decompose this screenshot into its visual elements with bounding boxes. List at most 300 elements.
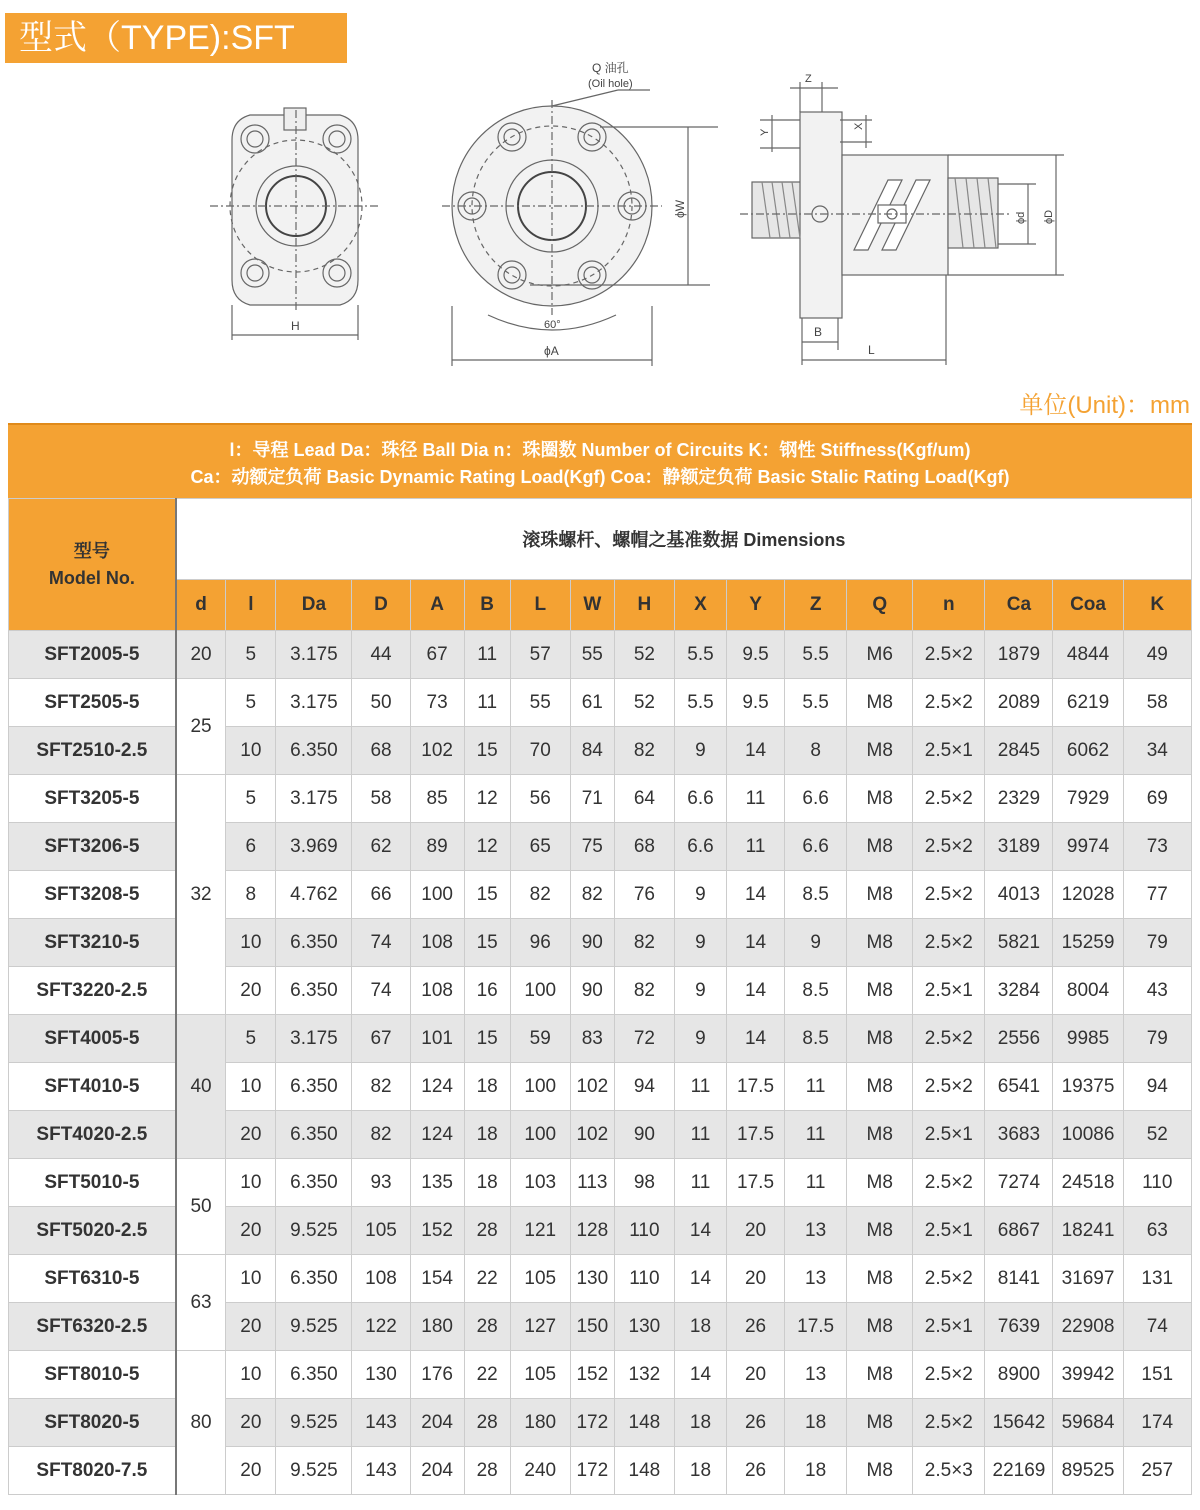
data-cell-q: M8 xyxy=(847,1351,913,1399)
data-cell-coa: 12028 xyxy=(1053,871,1123,919)
data-cell-w: 90 xyxy=(570,967,614,1015)
d-cell: 50 xyxy=(176,1159,226,1255)
data-cell-ca: 2845 xyxy=(985,727,1053,775)
data-cell-b: 28 xyxy=(464,1447,510,1495)
data-cell-z: 9 xyxy=(785,919,847,967)
data-cell-da: 3.969 xyxy=(276,823,352,871)
data-cell-w: 172 xyxy=(570,1447,614,1495)
d-cell: 80 xyxy=(176,1351,226,1495)
data-cell-x: 9 xyxy=(674,967,726,1015)
label-l: L xyxy=(868,343,875,357)
data-cell-k: 73 xyxy=(1123,823,1191,871)
data-cell-k: 151 xyxy=(1123,1351,1191,1399)
table-row xyxy=(9,775,1192,823)
table-row xyxy=(9,631,1192,679)
data-cell-l: 10 xyxy=(226,1255,276,1303)
d-cell: 32 xyxy=(176,775,226,1015)
data-cell-l: 6 xyxy=(226,823,276,871)
data-cell-d: 74 xyxy=(352,967,410,1015)
data-cell-h: 68 xyxy=(614,823,674,871)
data-cell-a: 67 xyxy=(410,631,464,679)
data-cell-n: 2.5×2 xyxy=(913,775,985,823)
column-header-k: K xyxy=(1123,580,1191,631)
data-cell-q: M8 xyxy=(847,1399,913,1447)
data-cell-x: 9 xyxy=(674,919,726,967)
data-cell-coa: 15259 xyxy=(1053,919,1123,967)
spec-table xyxy=(8,498,1192,1495)
data-cell-l: 96 xyxy=(510,919,570,967)
data-cell-n: 2.5×1 xyxy=(913,967,985,1015)
model-cell: SFT2005-5 xyxy=(9,631,176,679)
data-cell-k: 58 xyxy=(1123,679,1191,727)
data-cell-d: 68 xyxy=(352,727,410,775)
data-cell-l: 10 xyxy=(226,1063,276,1111)
data-cell-coa: 6219 xyxy=(1053,679,1123,727)
data-cell-ca: 3189 xyxy=(985,823,1053,871)
data-cell-d: 122 xyxy=(352,1303,410,1351)
data-cell-l: 82 xyxy=(510,871,570,919)
data-cell-ca: 3284 xyxy=(985,967,1053,1015)
column-header-n: n xyxy=(913,580,985,631)
data-cell-b: 15 xyxy=(464,1015,510,1063)
data-cell-x: 6.6 xyxy=(674,775,726,823)
data-cell-l: 5 xyxy=(226,1015,276,1063)
data-cell-h: 82 xyxy=(614,919,674,967)
data-cell-coa: 24518 xyxy=(1053,1159,1123,1207)
model-header-en: Model No. xyxy=(48,567,135,588)
model-cell: SFT3206-5 xyxy=(9,823,176,871)
data-cell-w: 128 xyxy=(570,1207,614,1255)
data-cell-n: 2.5×2 xyxy=(913,679,985,727)
data-cell-l: 65 xyxy=(510,823,570,871)
data-cell-coa: 39942 xyxy=(1053,1351,1123,1399)
data-cell-h: 82 xyxy=(614,967,674,1015)
data-cell-h: 148 xyxy=(614,1399,674,1447)
data-cell-l: 20 xyxy=(226,967,276,1015)
data-cell-b: 12 xyxy=(464,823,510,871)
data-cell-q: M8 xyxy=(847,1303,913,1351)
label-d: ϕd xyxy=(1015,211,1027,224)
model-cell: SFT5010-5 xyxy=(9,1159,176,1207)
data-cell-w: 61 xyxy=(570,679,614,727)
d-cell: 40 xyxy=(176,1015,226,1159)
table-row xyxy=(9,1159,1192,1207)
data-cell-q: M8 xyxy=(847,679,913,727)
data-cell-l: 105 xyxy=(510,1255,570,1303)
data-cell-w: 150 xyxy=(570,1303,614,1351)
data-cell-n: 2.5×1 xyxy=(913,1207,985,1255)
data-cell-h: 52 xyxy=(614,631,674,679)
data-cell-l: 100 xyxy=(510,1063,570,1111)
data-cell-q: M8 xyxy=(847,1207,913,1255)
data-cell-y: 17.5 xyxy=(727,1063,785,1111)
data-cell-a: 108 xyxy=(410,919,464,967)
data-cell-b: 11 xyxy=(464,631,510,679)
model-header xyxy=(9,499,176,631)
data-cell-k: 79 xyxy=(1123,1015,1191,1063)
data-cell-x: 6.6 xyxy=(674,823,726,871)
model-cell: SFT3220-2.5 xyxy=(9,967,176,1015)
data-cell-w: 83 xyxy=(570,1015,614,1063)
data-cell-n: 2.5×1 xyxy=(913,1111,985,1159)
table-row xyxy=(9,1015,1192,1063)
data-cell-d: 82 xyxy=(352,1111,410,1159)
data-cell-y: 11 xyxy=(727,775,785,823)
data-cell-ca: 8900 xyxy=(985,1351,1053,1399)
data-cell-k: 94 xyxy=(1123,1063,1191,1111)
data-cell-d: 105 xyxy=(352,1207,410,1255)
data-cell-z: 8.5 xyxy=(785,871,847,919)
data-cell-l: 10 xyxy=(226,727,276,775)
data-cell-k: 79 xyxy=(1123,919,1191,967)
data-cell-coa: 59684 xyxy=(1053,1399,1123,1447)
data-cell-y: 14 xyxy=(727,967,785,1015)
column-header-l: L xyxy=(510,580,570,631)
legend-bar xyxy=(8,423,1192,498)
data-cell-b: 11 xyxy=(464,679,510,727)
data-cell-b: 18 xyxy=(464,1111,510,1159)
data-cell-w: 172 xyxy=(570,1399,614,1447)
data-cell-ca: 7639 xyxy=(985,1303,1053,1351)
model-cell: SFT5020-2.5 xyxy=(9,1207,176,1255)
data-cell-z: 6.6 xyxy=(785,823,847,871)
data-cell-coa: 7929 xyxy=(1053,775,1123,823)
data-cell-h: 110 xyxy=(614,1207,674,1255)
data-cell-ca: 2556 xyxy=(985,1015,1053,1063)
data-cell-z: 5.5 xyxy=(785,631,847,679)
data-cell-l: 100 xyxy=(510,967,570,1015)
data-cell-n: 2.5×2 xyxy=(913,1159,985,1207)
data-cell-d: 44 xyxy=(352,631,410,679)
data-cell-l: 56 xyxy=(510,775,570,823)
data-cell-q: M8 xyxy=(847,1255,913,1303)
data-cell-h: 98 xyxy=(614,1159,674,1207)
column-header-h: H xyxy=(614,580,674,631)
data-cell-ca: 2089 xyxy=(985,679,1053,727)
label-angle: 60° xyxy=(544,319,561,331)
data-cell-d: 62 xyxy=(352,823,410,871)
data-cell-w: 55 xyxy=(570,631,614,679)
label-w: ϕW xyxy=(673,199,687,218)
data-cell-a: 204 xyxy=(410,1447,464,1495)
data-cell-b: 28 xyxy=(464,1207,510,1255)
data-cell-ca: 15642 xyxy=(985,1399,1053,1447)
data-cell-k: 69 xyxy=(1123,775,1191,823)
data-cell-y: 17.5 xyxy=(727,1111,785,1159)
table-row xyxy=(9,679,1192,727)
data-cell-y: 26 xyxy=(727,1447,785,1495)
data-cell-a: 152 xyxy=(410,1207,464,1255)
data-cell-a: 204 xyxy=(410,1399,464,1447)
data-cell-x: 5.5 xyxy=(674,631,726,679)
technical-drawings xyxy=(0,60,1200,380)
data-cell-q: M8 xyxy=(847,823,913,871)
label-x: X xyxy=(853,122,865,130)
data-cell-z: 5.5 xyxy=(785,679,847,727)
data-cell-k: 77 xyxy=(1123,871,1191,919)
data-cell-b: 15 xyxy=(464,919,510,967)
data-cell-l: 55 xyxy=(510,679,570,727)
column-header-da: Da xyxy=(276,580,352,631)
d-cell: 25 xyxy=(176,679,226,775)
data-cell-l: 103 xyxy=(510,1159,570,1207)
data-cell-q: M8 xyxy=(847,871,913,919)
model-cell: SFT8010-5 xyxy=(9,1351,176,1399)
data-cell-coa: 31697 xyxy=(1053,1255,1123,1303)
model-cell: SFT4020-2.5 xyxy=(9,1111,176,1159)
model-cell: SFT8020-5 xyxy=(9,1399,176,1447)
data-cell-h: 76 xyxy=(614,871,674,919)
data-cell-d: 143 xyxy=(352,1447,410,1495)
data-cell-x: 9 xyxy=(674,1015,726,1063)
data-cell-k: 131 xyxy=(1123,1255,1191,1303)
column-header-row xyxy=(9,580,1192,631)
data-cell-a: 135 xyxy=(410,1159,464,1207)
data-cell-h: 82 xyxy=(614,727,674,775)
model-cell: SFT3208-5 xyxy=(9,871,176,919)
data-cell-coa: 19375 xyxy=(1053,1063,1123,1111)
data-cell-d: 93 xyxy=(352,1159,410,1207)
column-header-d: d xyxy=(176,580,226,631)
label-y: Y xyxy=(759,128,771,136)
data-cell-ca: 7274 xyxy=(985,1159,1053,1207)
data-cell-w: 102 xyxy=(570,1063,614,1111)
spec-body xyxy=(9,631,1192,1495)
data-cell-da: 6.350 xyxy=(276,1351,352,1399)
data-cell-a: 180 xyxy=(410,1303,464,1351)
data-cell-z: 17.5 xyxy=(785,1303,847,1351)
model-cell: SFT2505-5 xyxy=(9,679,176,727)
data-cell-coa: 10086 xyxy=(1053,1111,1123,1159)
oil-hole-label: Q 油孔 xyxy=(592,61,629,75)
data-cell-l: 10 xyxy=(226,1159,276,1207)
data-cell-q: M8 xyxy=(847,1159,913,1207)
data-cell-a: 101 xyxy=(410,1015,464,1063)
column-header-q: Q xyxy=(847,580,913,631)
table-row xyxy=(9,1351,1192,1399)
data-cell-k: 34 xyxy=(1123,727,1191,775)
data-cell-x: 14 xyxy=(674,1351,726,1399)
data-cell-q: M8 xyxy=(847,775,913,823)
column-header-w: W xyxy=(570,580,614,631)
data-cell-l: 20 xyxy=(226,1447,276,1495)
data-cell-w: 152 xyxy=(570,1351,614,1399)
data-cell-y: 20 xyxy=(727,1351,785,1399)
data-cell-l: 180 xyxy=(510,1399,570,1447)
round-flange-view xyxy=(442,60,718,366)
model-cell: SFT6320-2.5 xyxy=(9,1303,176,1351)
data-cell-q: M8 xyxy=(847,1063,913,1111)
data-cell-h: 52 xyxy=(614,679,674,727)
data-cell-d: 74 xyxy=(352,919,410,967)
data-cell-n: 2.5×2 xyxy=(913,1063,985,1111)
data-cell-w: 84 xyxy=(570,727,614,775)
data-cell-da: 9.525 xyxy=(276,1399,352,1447)
data-cell-z: 13 xyxy=(785,1351,847,1399)
model-cell: SFT4005-5 xyxy=(9,1015,176,1063)
data-cell-h: 110 xyxy=(614,1255,674,1303)
data-cell-d: 82 xyxy=(352,1063,410,1111)
data-cell-b: 22 xyxy=(464,1351,510,1399)
data-cell-l: 5 xyxy=(226,631,276,679)
data-cell-y: 14 xyxy=(727,871,785,919)
data-cell-x: 9 xyxy=(674,871,726,919)
data-cell-a: 176 xyxy=(410,1351,464,1399)
data-cell-da: 3.175 xyxy=(276,631,352,679)
data-cell-q: M8 xyxy=(847,1111,913,1159)
column-header-a: A xyxy=(410,580,464,631)
data-cell-da: 9.525 xyxy=(276,1447,352,1495)
data-cell-k: 63 xyxy=(1123,1207,1191,1255)
flange-front-view xyxy=(210,108,378,340)
data-cell-da: 3.175 xyxy=(276,679,352,727)
column-header-z: Z xyxy=(785,580,847,631)
column-header-b: B xyxy=(464,580,510,631)
data-cell-da: 3.175 xyxy=(276,775,352,823)
data-cell-da: 6.350 xyxy=(276,1063,352,1111)
model-cell: SFT6310-5 xyxy=(9,1255,176,1303)
data-cell-l: 127 xyxy=(510,1303,570,1351)
unit-label: 单位(Unit)：mm xyxy=(1019,392,1190,419)
data-cell-x: 11 xyxy=(674,1111,726,1159)
data-cell-y: 14 xyxy=(727,919,785,967)
data-cell-z: 6.6 xyxy=(785,775,847,823)
data-cell-a: 124 xyxy=(410,1063,464,1111)
data-cell-coa: 18241 xyxy=(1053,1207,1123,1255)
data-cell-y: 20 xyxy=(727,1207,785,1255)
data-cell-b: 12 xyxy=(464,775,510,823)
data-cell-y: 11 xyxy=(727,823,785,871)
data-cell-k: 43 xyxy=(1123,967,1191,1015)
data-cell-z: 13 xyxy=(785,1255,847,1303)
data-cell-d: 108 xyxy=(352,1255,410,1303)
data-cell-z: 13 xyxy=(785,1207,847,1255)
model-cell: SFT4010-5 xyxy=(9,1063,176,1111)
data-cell-z: 8.5 xyxy=(785,1015,847,1063)
data-cell-b: 16 xyxy=(464,967,510,1015)
data-cell-da: 3.175 xyxy=(276,1015,352,1063)
data-cell-a: 100 xyxy=(410,871,464,919)
column-header-y: Y xyxy=(727,580,785,631)
data-cell-y: 9.5 xyxy=(727,631,785,679)
data-cell-n: 2.5×1 xyxy=(913,727,985,775)
label-a: ϕA xyxy=(544,344,559,358)
data-cell-w: 90 xyxy=(570,919,614,967)
oil-hole-label-en: (Oil hole) xyxy=(588,78,633,90)
data-cell-k: 74 xyxy=(1123,1303,1191,1351)
data-cell-l: 240 xyxy=(510,1447,570,1495)
data-cell-l: 20 xyxy=(226,1303,276,1351)
model-cell: SFT3205-5 xyxy=(9,775,176,823)
data-cell-z: 8.5 xyxy=(785,967,847,1015)
model-header-cn: 型号 xyxy=(73,540,110,561)
legend-line-2: Ca：动额定负荷 Basic Dynamic Rating Load(Kgf) Coa：静额定负荷 Basic Stalic Rating Load(Kgf) xyxy=(190,467,1010,487)
label-h: H xyxy=(291,319,300,333)
data-cell-da: 6.350 xyxy=(276,919,352,967)
data-cell-ca: 6541 xyxy=(985,1063,1053,1111)
data-cell-da: 6.350 xyxy=(276,727,352,775)
data-cell-z: 11 xyxy=(785,1063,847,1111)
data-cell-h: 130 xyxy=(614,1303,674,1351)
data-cell-q: M8 xyxy=(847,727,913,775)
data-cell-n: 2.5×2 xyxy=(913,919,985,967)
data-cell-y: 26 xyxy=(727,1303,785,1351)
d-cell: 63 xyxy=(176,1255,226,1351)
data-cell-ca: 1879 xyxy=(985,631,1053,679)
data-cell-z: 11 xyxy=(785,1159,847,1207)
data-cell-b: 18 xyxy=(464,1159,510,1207)
data-cell-d: 66 xyxy=(352,871,410,919)
data-cell-n: 2.5×3 xyxy=(913,1447,985,1495)
data-cell-l: 10 xyxy=(226,1351,276,1399)
data-cell-coa: 4844 xyxy=(1053,631,1123,679)
column-header-d: D xyxy=(352,580,410,631)
data-cell-b: 28 xyxy=(464,1399,510,1447)
data-cell-x: 14 xyxy=(674,1255,726,1303)
data-cell-d: 143 xyxy=(352,1399,410,1447)
data-cell-w: 71 xyxy=(570,775,614,823)
data-cell-da: 9.525 xyxy=(276,1207,352,1255)
data-cell-y: 9.5 xyxy=(727,679,785,727)
model-cell: SFT3210-5 xyxy=(9,919,176,967)
label-d-outer: ϕD xyxy=(1043,209,1055,224)
data-cell-y: 17.5 xyxy=(727,1159,785,1207)
data-cell-a: 154 xyxy=(410,1255,464,1303)
model-cell: SFT2510-2.5 xyxy=(9,727,176,775)
data-cell-ca: 3683 xyxy=(985,1111,1053,1159)
data-cell-y: 14 xyxy=(727,1015,785,1063)
data-cell-da: 6.350 xyxy=(276,1111,352,1159)
data-cell-coa: 9974 xyxy=(1053,823,1123,871)
data-cell-x: 18 xyxy=(674,1447,726,1495)
data-cell-x: 5.5 xyxy=(674,679,726,727)
data-cell-n: 2.5×2 xyxy=(913,871,985,919)
data-cell-coa: 9985 xyxy=(1053,1015,1123,1063)
legend-line-1: l：导程 Lead Da：珠径 Ball Dia n：珠圈数 Number of Circuits K：钢性 Stiffness(Kgf/um) xyxy=(229,440,971,460)
data-cell-b: 22 xyxy=(464,1255,510,1303)
data-cell-da: 6.350 xyxy=(276,1159,352,1207)
data-cell-a: 73 xyxy=(410,679,464,727)
data-cell-n: 2.5×2 xyxy=(913,631,985,679)
data-cell-w: 75 xyxy=(570,823,614,871)
data-cell-ca: 5821 xyxy=(985,919,1053,967)
data-cell-l: 20 xyxy=(226,1399,276,1447)
data-cell-l: 5 xyxy=(226,679,276,727)
data-cell-q: M6 xyxy=(847,631,913,679)
data-cell-b: 18 xyxy=(464,1063,510,1111)
data-cell-z: 8 xyxy=(785,727,847,775)
data-cell-l: 100 xyxy=(510,1111,570,1159)
data-cell-k: 52 xyxy=(1123,1111,1191,1159)
data-cell-k: 257 xyxy=(1123,1447,1191,1495)
data-cell-x: 18 xyxy=(674,1303,726,1351)
data-cell-k: 49 xyxy=(1123,631,1191,679)
data-cell-n: 2.5×2 xyxy=(913,1015,985,1063)
data-cell-n: 2.5×2 xyxy=(913,1399,985,1447)
data-cell-h: 90 xyxy=(614,1111,674,1159)
data-cell-ca: 22169 xyxy=(985,1447,1053,1495)
data-cell-a: 89 xyxy=(410,823,464,871)
data-cell-q: M8 xyxy=(847,967,913,1015)
data-cell-k: 174 xyxy=(1123,1399,1191,1447)
data-cell-b: 15 xyxy=(464,871,510,919)
data-cell-l: 20 xyxy=(226,1207,276,1255)
table-row xyxy=(9,1255,1192,1303)
data-cell-w: 113 xyxy=(570,1159,614,1207)
page-title: 型式（TYPE):SFT xyxy=(5,13,347,63)
data-cell-d: 130 xyxy=(352,1351,410,1399)
data-cell-l: 70 xyxy=(510,727,570,775)
